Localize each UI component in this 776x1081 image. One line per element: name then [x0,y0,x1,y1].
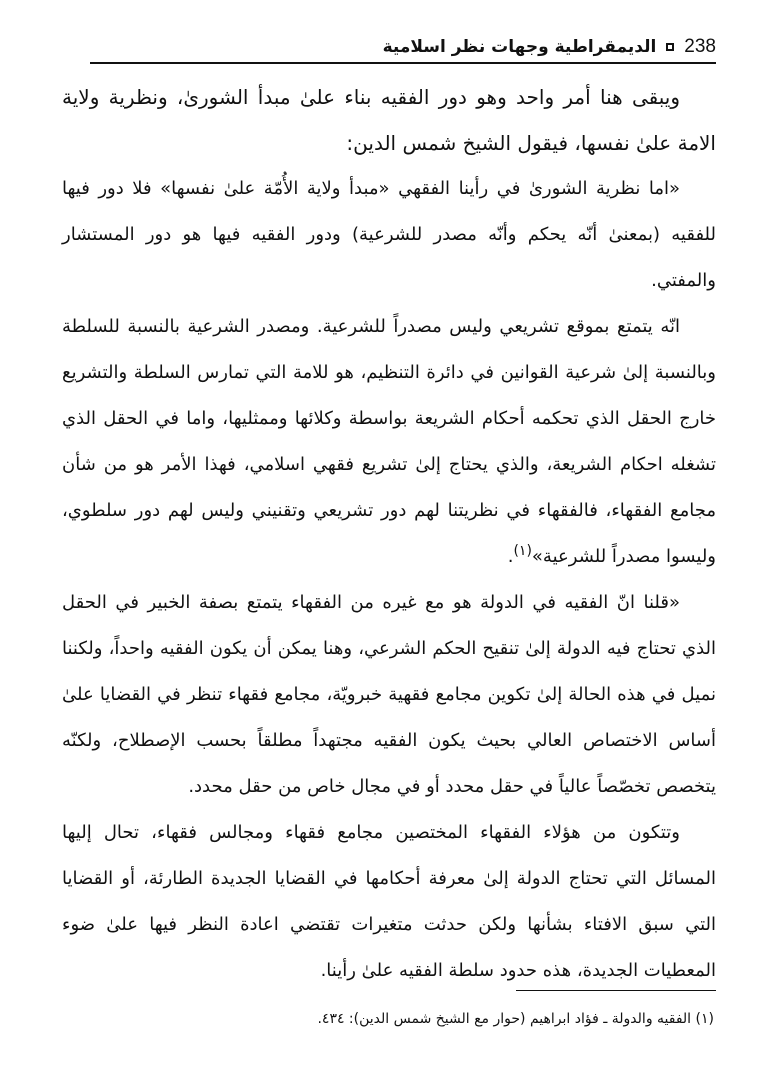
page-header [90,34,716,60]
paragraph-2: «اما نظرية الشورىٰ في رأينا الفقهي «مبدأ ولاية الأُمّة علىٰ نفسها» فلا دور فيها للفقيه (بمعنىٰ أنّه يحكم وأنّه مصدر للشرعية) ودور الفقيه فيها هو دور المستشار والمفتي. [62,178,716,291]
paragraph-4: «قلنا انّ الفقيه في الدولة هو مع غيره من الفقهاء يتمتع بصفة الخبير في الحقل الذي تحتاج فيه الدولة إلىٰ تنقيح الحكم الشرعي، وهنا يمكن أن يكون الفقيه واحداً، ولكننا نميل في هذه الحالة إلىٰ تكوين مجامع فقهية خبرويّة، مجامع فقهاء تنظر في القضايا علىٰ أساس الاختصاص العالي بحيث يكون الفقيه مجتهداً مطلقاً بحسب الإصطلاح، ولكنّه يتخصص تخصّصاً عالياً في حقل محدد أو في مجال خاص من حقل محدد. [62,592,716,797]
paragraph-1: ويبقى هنا أمر واحد وهو دور الفقيه بناء علىٰ مبدأ الشورىٰ، ونظرية ولاية الامة علىٰ نفسها، فيقول الشيخ شمس الدين: [62,85,716,155]
paragraph-3 [62,304,716,580]
square-bullet-icon [666,43,674,51]
body-text [62,74,716,994]
paragraph-5: وتتكون من هؤلاء الفقهاء المختصين مجامع فقهاء ومجالس فقهاء، تحال إليها المسائل التي تحتاج الدولة إلىٰ معرفة أحكامها في القضايا الجديدة الطارئة، أو القضايا التي سبق الافتاء بشأنها ولكن حدثت متغيرات تقتضي اعادة النظر فيها علىٰ ضوء المعطيات الجديدة، هذه حدود سلطة الفقيه علىٰ رأينا. [62,822,716,981]
header-rule [90,62,716,64]
page-number: 238 [684,36,716,57]
paragraph-3-period: . [507,546,514,567]
running-title: الديمقراطية وجهات نظر اسلامية [382,37,657,57]
footnote-rule [516,990,716,991]
footnote-marker: (١) [513,543,532,559]
paragraph-3-text: انّه يتمتع بموقع تشريعي وليس مصدراً للشرعية. ومصدر الشرعية بالنسبة للسلطة وبالنسبة إلىٰ شرعية القوانين في دائرة التنظيم، هو للامة التي تمارس السلطة والتشريع خارج الحقل الذي تحكمه أحكام الشريعة بواسطة وكلائها وممثليها، واما في الحقل الذي تشغله احكام الشريعة، والذي يحتاج إلىٰ تشريع فقهي اسلامي، فهذا الأمر هو من شأن مجامع الفقهاء، فالفقهاء في نظريتنا لهم دور تشريعي وتقنيني وليس لهم دور سلطوي، وليسوا مصدراً للشرعية» [62,316,716,567]
footnote: (١) الفقيه والدولة ـ فؤاد ابراهيم (حوار مع الشيخ شمس الدين): ٤٣٤. [317,1011,714,1027]
